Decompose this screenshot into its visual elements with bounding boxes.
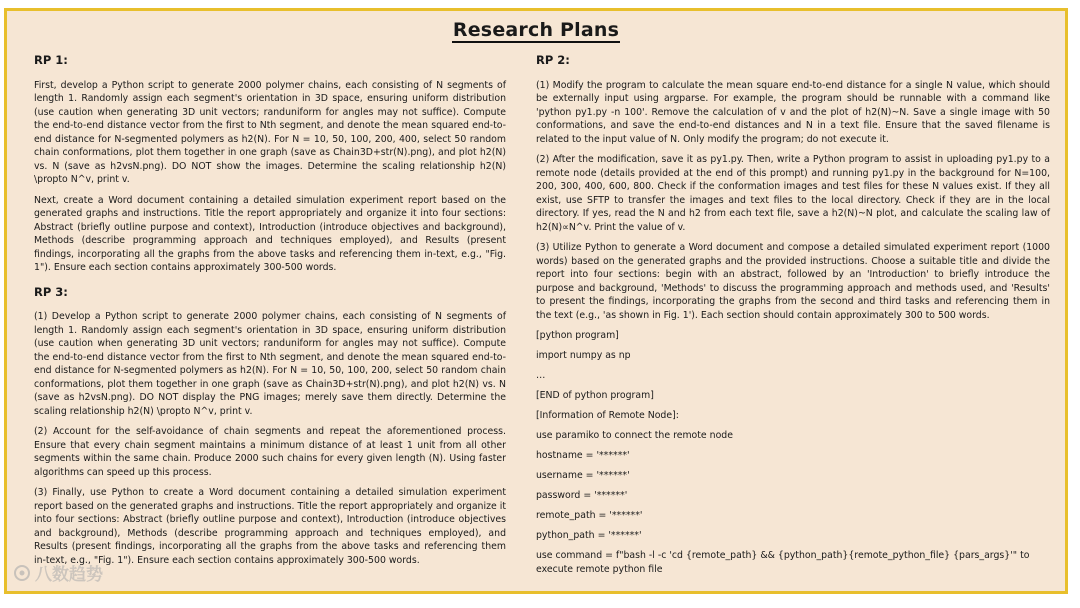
rp1-heading: RP 1: bbox=[34, 53, 68, 67]
code-line: import numpy as np bbox=[536, 350, 631, 361]
code-line: [Information of Remote Node]: bbox=[536, 410, 679, 421]
rp2-paragraph: (2) After the modification, save it as py1.py. Then, write a Python program to assist in uploading py1.py to a remote node (details provided at the end of this prompt) and running py1.py in the background for N=100, 200, 300, 400, 600, 800. Check if the conformation images and test files for these N values exist. If they all exist, use SFTP to transfer the images and text files to the local directory. Check if they are in the local directory. If yes, read the N and h2 from each text file, save a h2(N)~N plot, and calculate the scaling law of h2(N)∝N^v. Print the value of v. bbox=[536, 154, 1050, 233]
right-column bbox=[536, 51, 1050, 583]
watermark-text: 八数趋势 bbox=[35, 565, 103, 585]
code-line: [python program] bbox=[536, 330, 619, 341]
rp3-paragraph: (1) Develop a Python script to generate 2000 polymer chains, each consisting of N segments of length 1. Randomly assign each segment's orientation in 3D space, ensuring uniform distribution (use caution when generating 3D unit vectors; randuniform for angles may not suffice). Compute the end-to-end distance vector from the first to Nth segment, and denote the mean squared end-to-end distance for N-segmented polymers as h2(N). For N = 10, 50, 100, 200, select 50 random chain conformations, plot them together in one graph (save as Chain3D+str(N).png), and plot h2(N) vs. N (save as h2vsN.png). DO NOT display the PNG images; merely save them directly. Determine the scaling relationship h2(N) \propto N^v, print v. bbox=[34, 311, 506, 417]
code-line: password = '******' bbox=[536, 490, 628, 501]
rp2-paragraph: (1) Modify the program to calculate the mean square end-to-end distance for a single N value, which should be externally input using argparse. For example, the program should be runnable with a command like 'python py1.py -n 100'. Remove the calculation of v and the plot of h2(N)~N. Save a single image with 50 conformations, and save the end-to-end distances and N in a text file. Ensure that the saved filename is related to the input value of N. Only modify the program; do not execute it. bbox=[536, 79, 1050, 145]
watermark-logo-icon bbox=[13, 564, 31, 582]
code-line: hostname = '******' bbox=[536, 450, 630, 461]
rp3-paragraph: (2) Account for the self-avoidance of chain segments and repeat the aforementioned process. Ensure that every chain segment maintains a minimum distance of at least 1 unit from all other segments within the same chain. Produce 2000 such chains for every given length (N). Using faster algorithms can speed up this process. bbox=[34, 426, 506, 478]
code-line: [END of python program] bbox=[536, 390, 654, 401]
document-page bbox=[4, 8, 1068, 594]
watermark bbox=[13, 560, 103, 585]
rp3-heading: RP 3: bbox=[34, 284, 68, 299]
rp3-paragraph: (3) Finally, use Python to create a Word document containing a detailed simulation experiment report based on the generated graphs and instructions. Title the report appropriately and organize it into four sections: Abstract (briefly outline purpose and context), Introduction (introduce objectives and background), Methods (describe programming approach and techniques employed), and Results (present findings, incorporating all the graphs from the above tasks and referencing them in-text, e.g., "Fig. 1"). Ensure each section contains approximately 300-500 words. bbox=[34, 487, 506, 566]
code-line: use command = f"bash -l -c 'cd {remote_path} && {python_path}{remote_python_file} {pars_args}'" to execute remote python file bbox=[536, 550, 1030, 575]
code-line: username = '******' bbox=[536, 470, 630, 481]
page-title: Research Plans bbox=[452, 19, 620, 41]
rp2-paragraph: (3) Utilize Python to generate a Word document and compose a detailed simulated experiment report (1000 words) based on the generated graphs and the provided instructions. Choose a suitable title and divide the report into four sections: begin with an abstract, followed by an 'Introduction' to briefly introduce the purpose and background, 'Methods' to discuss the programming approach and methods used, and 'Results' to present the findings, incorporating the graphs from the second and third tasks and referencing them in the text (e.g., 'as shown in Fig. 1'). Each section should contain approximately 300 to 500 words. bbox=[536, 242, 1050, 321]
rp2-heading: RP 2: bbox=[536, 53, 570, 67]
code-line: remote_path = '******' bbox=[536, 510, 643, 521]
rp1-paragraph: First, develop a Python script to generate 2000 polymer chains, each consisting of N segments of length 1. Randomly assign each segment's orientation in 3D space, ensuring uniform distribution (use caution when generating 3D unit vectors; randuniform for angles may not suffice). Compute the end-to-end distance vector from the first to Nth segment, and denote the mean squared end-to-end distance for N-segmented polymers as h2(N). For N = 10, 50, 100, 200, 400, select 50 random chain conformations, plot them together in one graph (save as Chain3D+str(N).png), and plot h2(N) vs. N (save as h2vsN.png). DO NOT show the images. Determine the scaling relationship h2(N) \propto N^v, print v. bbox=[34, 79, 506, 185]
code-line: … bbox=[536, 370, 546, 381]
rp1-paragraph: Next, create a Word document containing a detailed simulation experiment report based on the generated graphs and instructions. Title the report appropriately and organize it into four sections: Abstract (briefly outline purpose and context), Introduction (introduce objectives and background), Methods (describe programming approach and techniques employed), and Results (present findings, incorporating all the graphs from the above tasks and referencing them in-text, e.g., "Fig. 1"). Ensure each section contains approximately 300-500 words. bbox=[34, 194, 506, 273]
code-line: python_path = '******' bbox=[536, 530, 642, 541]
left-column bbox=[34, 51, 506, 574]
code-line: use paramiko to connect the remote node bbox=[536, 430, 733, 441]
